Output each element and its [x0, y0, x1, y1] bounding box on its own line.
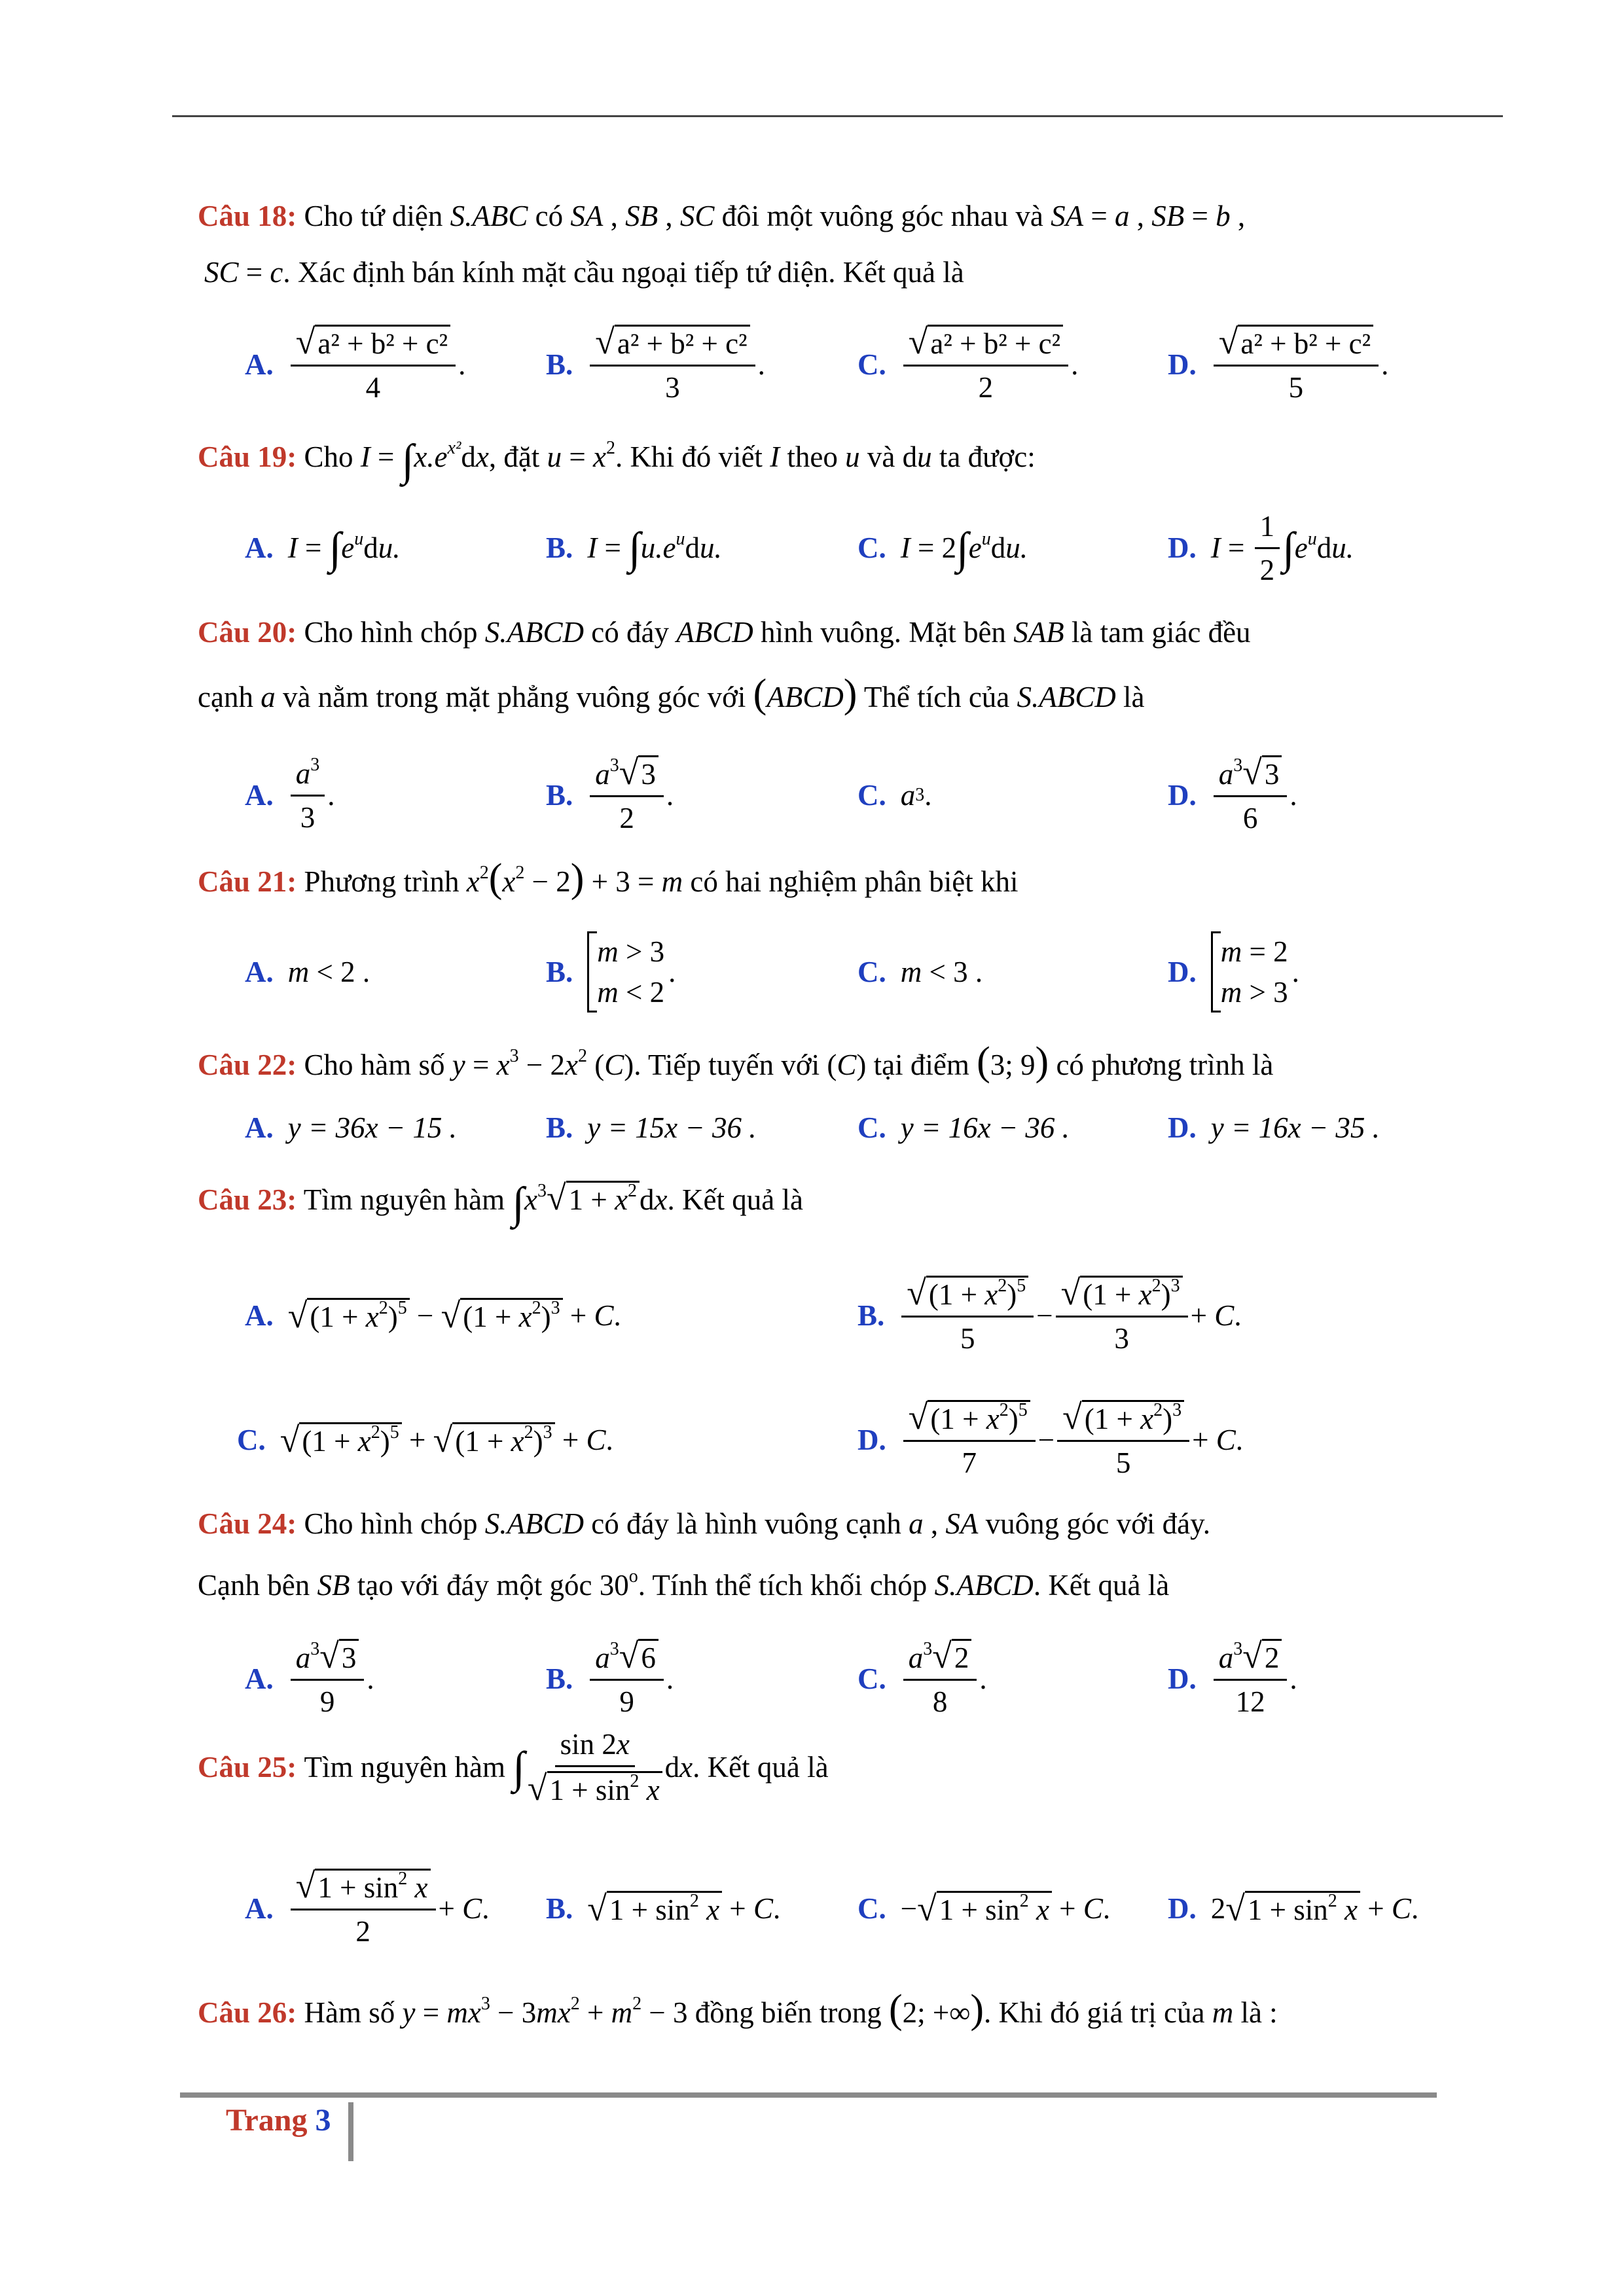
option-b[interactable]: B. m > 3 m < 2 . [546, 929, 676, 1014]
option-d[interactable]: D. 2 √ $1 + \sin^2 x$ + C . [1168, 1889, 1419, 1928]
option-b[interactable]: B. √a² + b² + c² 3 . [546, 322, 765, 404]
question-number: Câu 18: [198, 200, 297, 232]
option-b[interactable]: B. $√(1 + x^2)^5$ 5 − $√(1 + x^2)^3$ 3 + C . [857, 1273, 1242, 1355]
question-26: Câu 26: Hàm số $y = mx^3 - 3mx^2 + m^2 - 3$ đồng biến trong (2; +∞). Khi đó giá trị của m là : [198, 1987, 1278, 2032]
options-20 [198, 753, 1448, 838]
option-c[interactable]: C. m < 3 . [857, 956, 983, 988]
question-19: Câu 19: Cho $I = \int x.e^{x^2}dx$, đặt $u = x^2$. Khi đó viết I theo u và du ta được: [198, 435, 1036, 485]
option-d[interactable]: D. $√(1 + x^2)^5$ 7 − $√(1 + x^2)^3$ 5 + C . [857, 1397, 1244, 1479]
question-20: Câu 20: Cho hình chóp S.ABCD có đáy ABCD hình vuông. Mặt bên SAB là tam giác đều [198, 616, 1251, 649]
option-b[interactable]: B. √ $1 + \sin^2 x$ + C . [546, 1889, 781, 1928]
question-18-line2: SC = c. Xác định bán kính mặt cầu ngoại tiếp tứ diện. Kết quả là [204, 256, 964, 289]
footer-divider [348, 2102, 353, 2161]
option-d[interactable]: D. √a² + b² + c² 5 . [1168, 322, 1389, 404]
options-23-row2 [198, 1394, 1448, 1486]
options-23-row1 [198, 1270, 1448, 1361]
question-20-line2: cạnh a và nằm trong mặt phẳng vuông góc với (ABCD) Thể tích của S.ABCD là [198, 672, 1145, 716]
option-b[interactable]: B. y = 15x − 36 . [546, 1111, 757, 1144]
question-25: Câu 25: Tìm nguyên hàm ∫ sin 2x $√1 + \sin^2 x$ d x . Kết quả là [198, 1721, 1448, 1813]
options-25 [198, 1863, 1448, 1954]
option-d[interactable]: D. I = 1 2 ∫ $e^u$ d u. [1168, 505, 1354, 590]
options-24 [198, 1636, 1448, 1721]
option-c[interactable]: C. √a² + b² + c² 2 . [857, 322, 1079, 404]
option-a[interactable]: A. √a² + b² + c² 4 . [245, 322, 466, 404]
question-22: Câu 22: Cho hàm số $y = x^3 - 2x^2$ (C). Tiếp tuyến với (C) tại điểm (3; 9) có phương trình là [198, 1039, 1274, 1084]
question-23: Câu 23: Tìm nguyên hàm $\int x^3√1 + x^2dx$. Kết quả là [198, 1177, 803, 1228]
option-d[interactable]: D. $a^3√3$ 6 . [1168, 753, 1297, 834]
option-a[interactable]: A. I = ∫ $e^u$ d u. [245, 523, 401, 573]
option-a[interactable]: A. $√1 + \sin^2 x$ 2 + C . [245, 1866, 490, 1948]
options-22 [198, 1085, 1448, 1170]
option-a[interactable]: A. $a^3√3$ 9 . [245, 1636, 374, 1718]
option-d[interactable]: D. y = 16x − 35 . [1168, 1111, 1380, 1144]
option-c[interactable]: C. y = 16x − 36 . [857, 1111, 1070, 1144]
page-number: 3 [315, 2103, 331, 2138]
option-c[interactable]: C. − √ $1 + \sin^2 x$ + C . [857, 1889, 1111, 1928]
footer-rule [180, 2092, 1437, 2098]
option-d[interactable]: D. $a^3√2$ 12 . [1168, 1636, 1297, 1718]
page-footer [226, 2102, 331, 2138]
option-a[interactable]: A. √ $(1 + x^2)^5$ − √ $(1 + x^2)^3$ + C . [245, 1296, 621, 1335]
options-21 [198, 929, 1448, 1014]
option-c[interactable]: C. a 3 . [857, 779, 932, 812]
question-24-line2: Cạnh bên SB tạo với đáy một góc 30$^o$. Tính thể tích khối chóp S.ABCD. Kết quả là [198, 1566, 1170, 1602]
option-a[interactable]: A. y = 36x − 15 . [245, 1111, 457, 1144]
page-label: Trang [226, 2103, 308, 2138]
option-a[interactable]: A. $a^3$ 3 . [245, 754, 335, 834]
question-24: Câu 24: Cho hình chóp S.ABCD có đáy là hình vuông cạnh a , SA vuông góc với đáy. [198, 1507, 1210, 1540]
option-c[interactable]: C. $a^3√2$ 8 . [857, 1636, 987, 1718]
option-d[interactable]: D. m = 2 m > 3 . [1168, 929, 1299, 1014]
question-18: Câu 18: Cho tứ diện S.ABC có SA , SB , SC đôi một vuông góc nhau và SA = a , SB = b , [198, 200, 1246, 232]
option-a[interactable]: A. m < 2 . [245, 956, 370, 988]
question-21: Câu 21: Phương trình $x^2(x^2 - 2) + 3 = m$ có hai nghiệm phân biệt khi [198, 856, 1019, 901]
option-b[interactable]: B. $a^3√3$ 2 . [546, 753, 674, 834]
header-rule [172, 115, 1503, 117]
option-b[interactable]: B. $a^3√6$ 9 . [546, 1636, 674, 1718]
options-19 [198, 505, 1448, 590]
option-c[interactable]: C. √ $(1 + x^2)^5$ + √ $(1 + x^2)^3$ + C . [237, 1420, 613, 1460]
option-c[interactable]: C. I = 2 ∫ $e^u$ d u. [857, 523, 1028, 573]
option-b[interactable]: B. I = ∫ $u.e^u$ d u. [546, 523, 722, 573]
options-18 [198, 322, 1448, 407]
